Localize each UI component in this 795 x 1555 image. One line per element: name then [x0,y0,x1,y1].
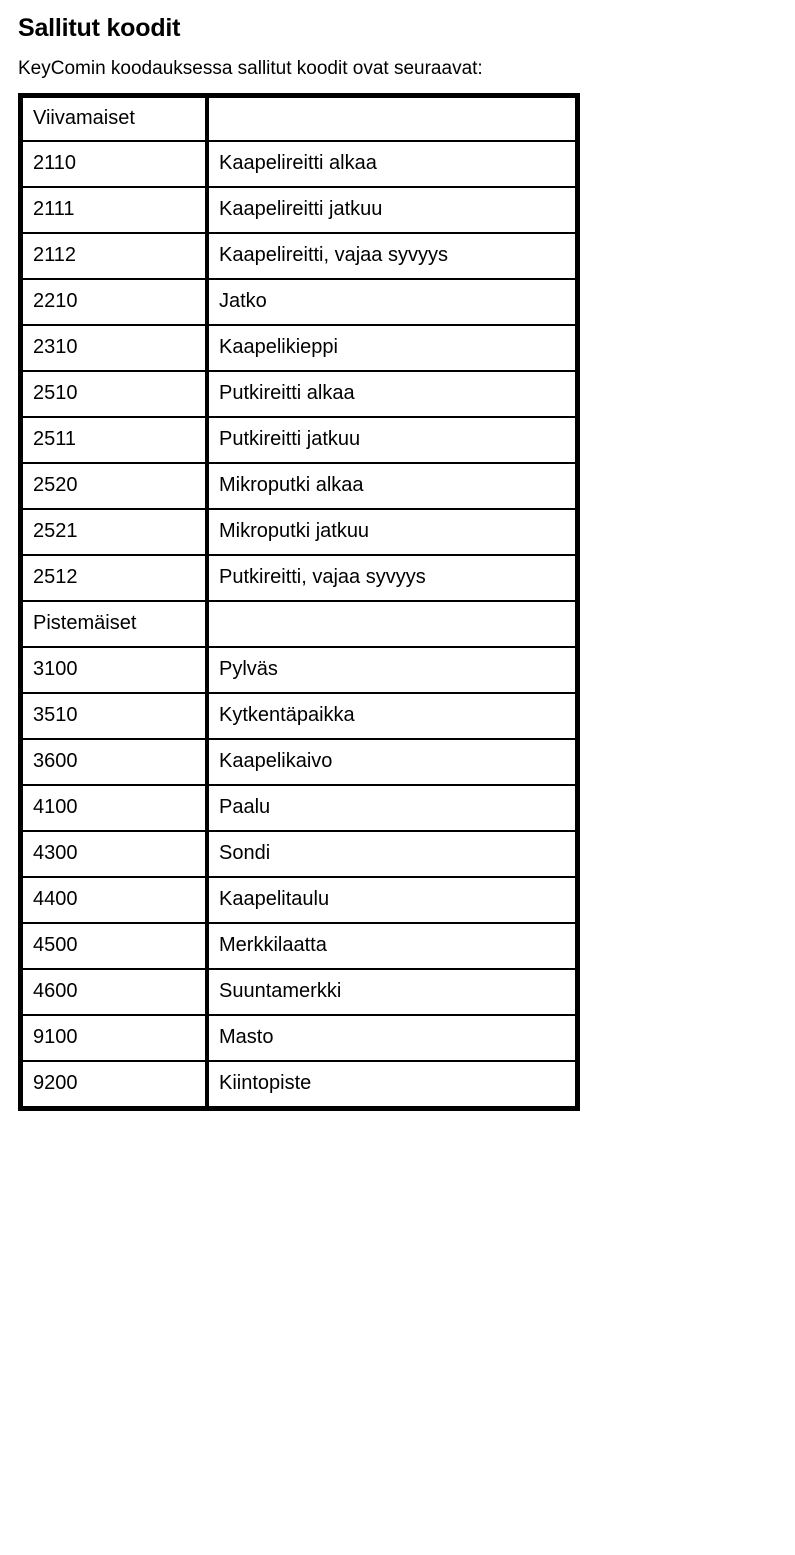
table-cell-code: 4100 [21,786,207,832]
page-title: Sallitut koodit [18,14,181,42]
intro-paragraph: KeyComin koodauksessa sallitut koodit ovat seuraavat: [18,57,483,79]
table-row [21,602,577,648]
table-cell-description: Kaapelikaivo [207,740,577,786]
table-row [21,280,577,326]
table-cell-code: 2210 [21,280,207,326]
table-section-label: Pistemäiset [21,602,207,648]
table-cell-code: 3510 [21,694,207,740]
table-cell-code: 9100 [21,1016,207,1062]
table-cell-description: Kytkentäpaikka [207,694,577,740]
table-row [21,878,577,924]
table-cell-description: Mikroputki jatkuu [207,510,577,556]
table-cell-code: 4300 [21,832,207,878]
allowed-codes-table [18,93,580,1111]
table-cell-code: 2112 [21,234,207,280]
table-cell-description: Kaapelireitti jatkuu [207,188,577,234]
table-row [21,464,577,510]
table-cell-code: 2511 [21,418,207,464]
table-row [21,1062,577,1108]
table-cell-code: 2310 [21,326,207,372]
table-row [21,740,577,786]
table-row [21,648,577,694]
table-cell-description: Putkireitti jatkuu [207,418,577,464]
table-cell-code: 2510 [21,372,207,418]
table-cell-description: Kaapelireitti alkaa [207,142,577,188]
table-cell-description: Putkireitti alkaa [207,372,577,418]
table-cell-description: Merkkilaatta [207,924,577,970]
table-cell-code: 2110 [21,142,207,188]
table-cell-code: 4600 [21,970,207,1016]
table-cell-description [207,602,577,648]
table-cell-description: Kaapelikieppi [207,326,577,372]
table-row [21,234,577,280]
table-cell-description: Jatko [207,280,577,326]
table-row [21,188,577,234]
table-row [21,694,577,740]
table-row [21,970,577,1016]
table-cell-code: 4400 [21,878,207,924]
table-cell-code: 2521 [21,510,207,556]
table-cell-description [207,96,577,142]
table-cell-code: 3100 [21,648,207,694]
table-cell-description: Pylväs [207,648,577,694]
table-cell-description: Suuntamerkki [207,970,577,1016]
table-row [21,142,577,188]
table-cell-description: Paalu [207,786,577,832]
allowed-codes-table-body [21,96,577,1108]
table-row [21,96,577,142]
table-cell-description: Mikroputki alkaa [207,464,577,510]
table-row [21,372,577,418]
table-cell-code: 4500 [21,924,207,970]
table-cell-code: 2111 [21,188,207,234]
table-section-label: Viivamaiset [21,96,207,142]
table-row [21,1016,577,1062]
table-cell-description: Masto [207,1016,577,1062]
table-cell-description: Kaapelitaulu [207,878,577,924]
table-row [21,786,577,832]
table-row [21,832,577,878]
table-cell-description: Kaapelireitti, vajaa syvyys [207,234,577,280]
table-cell-description: Sondi [207,832,577,878]
table-cell-code: 2520 [21,464,207,510]
table-row [21,556,577,602]
table-cell-code: 9200 [21,1062,207,1108]
table-row [21,418,577,464]
table-row [21,326,577,372]
table-row [21,510,577,556]
table-row [21,924,577,970]
table-cell-code: 2512 [21,556,207,602]
table-cell-description: Putkireitti, vajaa syvyys [207,556,577,602]
table-cell-code: 3600 [21,740,207,786]
table-cell-description: Kiintopiste [207,1062,577,1108]
